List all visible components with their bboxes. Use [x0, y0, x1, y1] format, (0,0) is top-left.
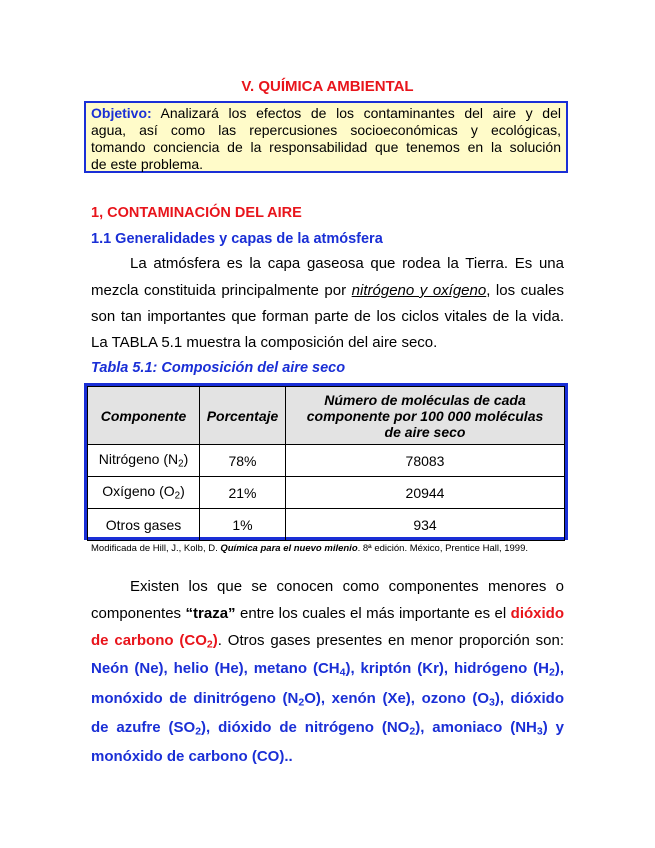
page-title: V. QUÍMICA AMBIENTAL [241, 78, 414, 95]
p2-line3-rest: . Otros gases presentes en menor proporción son: [217, 632, 565, 649]
paragraph-2-line-1: Existen los que se conocen como componentes menores o [130, 578, 564, 595]
objective-line-3: tomando conciencia de la responsabilidad que tenemos en la solución [91, 139, 561, 155]
source-authors: Modificada de Hill, J., Kolb, D. [91, 543, 221, 554]
row-percent: 1% [200, 509, 286, 541]
header-porcentaje: Porcentaje [200, 387, 286, 445]
objective-line-2: agua, así como las repercusiones socioeconómicas y ecológicas, [91, 122, 561, 138]
objective-box [84, 101, 568, 173]
gases-line-2: monóxido de dinitrógeno $(N_2O)$, xenón (Xe), ozono $(O_3)$, dióxido [91, 690, 564, 709]
table-source-note [91, 543, 561, 555]
objective-text-1: Analizará los efectos de los contaminantes del aire y del [160, 105, 561, 121]
paragraph-1-line-3: son tan importantes que forman parte de los ciclos vitales de la vida. [91, 308, 564, 325]
section-heading-1: 1, CONTAMINACIÓN DEL AIRE [91, 205, 302, 221]
paragraph-1-line-2 [91, 282, 564, 299]
paragraph-2-line-2 [91, 605, 564, 622]
objective-line-1 [91, 105, 561, 122]
paragraph-1-line-2-end: , los cuales [486, 282, 565, 299]
co2-term-end: de carbono $(CO_2)$ [91, 632, 218, 651]
table-row [88, 477, 565, 509]
paragraph-1-line-2-text: mezcla constituida principalmente por [91, 282, 347, 299]
table-caption: Tabla 5.1: Composición del aire seco [91, 360, 346, 376]
row-molecules: 934 [286, 509, 565, 541]
p2-line2-a: componentes [91, 605, 186, 622]
row-component: Oxígeno $(O_2)$ [88, 477, 200, 509]
objective-line-4: de este problema. [91, 156, 204, 172]
table-row [88, 445, 565, 477]
nitrogen-oxygen-emphasis: nitrógeno y oxígeno [351, 282, 487, 299]
co2-term-start: dióxido [510, 605, 564, 622]
composition-table [84, 383, 568, 540]
row-component: Otros gases [88, 509, 200, 541]
header-componente: Componente [88, 387, 200, 445]
p2-line2-b: entre los cuales el más importante es el [235, 605, 511, 622]
traza-term: “traza” [185, 605, 236, 622]
gases-line-4: monóxido de carbono (CO).. [91, 748, 293, 765]
row-percent: 78% [200, 445, 286, 477]
paragraph-1-line-1: La atmósfera es la capa gaseosa que rodea la Tierra. Es una [130, 255, 564, 272]
table-row [88, 509, 565, 541]
gases-line-1: Neón (Ne), helio (He), metano $(CH_4)$, kriptón (Kr), hidrógeno $(H_2)$, [91, 660, 565, 679]
row-molecules: 20944 [286, 477, 565, 509]
paragraph-2-line-3 [91, 632, 564, 651]
row-percent: 21% [200, 477, 286, 509]
source-edition: . 8ª edición. México, Prentice Hall, 1999. [357, 543, 529, 554]
paragraph-1-line-4: La TABLA 5.1 muestra la composición del aire seco. [91, 334, 438, 351]
source-book-title: Química para el nuevo milenio [220, 543, 358, 554]
header-moleculas: Número de moléculas de cada componente por 100 000 moléculas de aire seco [286, 387, 565, 445]
subsection-heading-1-1: 1.1 Generalidades y capas de la atmósfera [91, 231, 383, 247]
row-component: Nitrógeno $(N_2)$ [88, 445, 200, 477]
row-molecules: 78083 [286, 445, 565, 477]
gases-line-3: de azufre $(SO_2)$, dióxido de nitrógeno $(NO_2)$, amoniaco $(NH_3)$ y [91, 719, 564, 738]
table-header-row [88, 387, 565, 445]
objective-label: Objetivo: [91, 105, 152, 121]
